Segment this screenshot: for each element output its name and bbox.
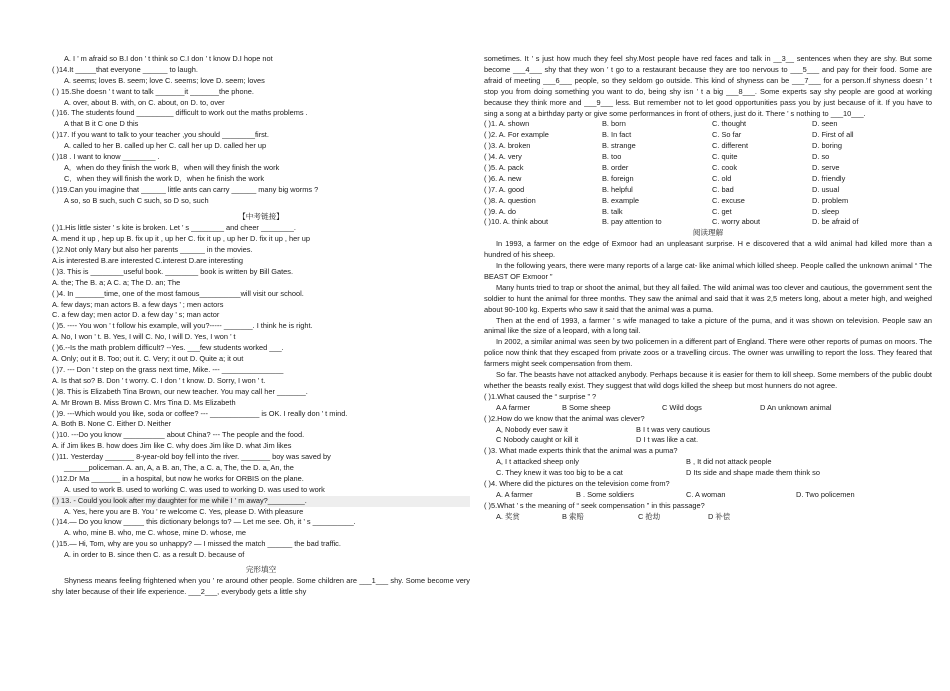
question-line: ( )4. Where did the pictures on the television come from?: [484, 479, 670, 489]
question-line: ( )9. ---Which would you like, soda or coffee? --- ____________ is OK. I really don ’ t mind.: [52, 408, 348, 418]
option-line: A. Mr Brown B. Miss Brown C. Mrs Tina D. Ms Elizabeth: [52, 397, 236, 407]
option-d: D. friendly: [812, 173, 846, 183]
question-line: ( )7. --- Don ’ t step on the grass next time, Mike. --- _______________: [52, 364, 284, 374]
option-line: A. Yes, here you are B. You ’ re welcome C. Yes, please D. With pleasure: [64, 506, 304, 516]
option-d: D 补偿: [708, 511, 731, 521]
option-line: ______policeman. A. an, A, a B. an, The, a C. a, The, the D. a, An, the: [64, 462, 294, 472]
option-line: A.is interested B.are interested C.interest D.are interesting: [52, 256, 244, 266]
option-b: B Some sheep: [562, 402, 611, 412]
option-line: A. over, about B. with, on C. about, on D. to, over: [64, 97, 225, 107]
option-b: B , It did not attack people: [686, 457, 772, 467]
question-line: ( )2.How do we know that the animal was clever?: [484, 413, 645, 423]
option-b: B. strange: [602, 141, 636, 151]
option-line: A. No, I won ’ t. B. Yes, I will C. No, I will D. Yes, I won ’ t: [52, 332, 236, 342]
cloze-option-row: [484, 163, 932, 174]
question-line: ( )11. Yesterday _______ 8-year-old boy fell into the river. _______ boy was saved by: [52, 452, 331, 462]
question-line: ( )18 . I want to know ________ .: [52, 152, 160, 162]
option-b: B. too: [602, 152, 622, 162]
cloze-options: [484, 119, 932, 228]
question-line: ( )5.What ’ s the meaning of “ seek compensation ” in this passage?: [484, 500, 705, 510]
option-d: D An unknown animal: [760, 402, 832, 412]
option-c: C. old: [712, 173, 732, 183]
option-c: C. A woman: [686, 489, 726, 499]
option-c: C. get: [712, 206, 732, 216]
option-a: A. 奖赏: [496, 511, 520, 521]
option-d: D. seen: [812, 119, 838, 129]
option-row: [484, 435, 932, 446]
reading-paragraph: So far. The beasts have not attacked anybody. Perhaps because it is easier for them to kill sheep. Some members of the public doubt whether the beasts really exist. They suggest that wild dogs killed the sheep but most hunners do not agree.: [484, 370, 932, 391]
option-d: D. so: [812, 152, 830, 162]
question-line: ( )14.— Do you know _____ this dictionary belongs to? — Let me see. Oh, it ’ s __________.: [52, 517, 356, 527]
reading-paragraph: In 1993, a farmer on the edge of Exmoor had an unpleasant surprise. H e discovered that a wild animal had killed more than a hundred of his sheep.: [484, 239, 932, 260]
question-line: ( )4. In _______time, one of the most famous__________will visit our school.: [52, 288, 304, 298]
option-c: C. different: [712, 141, 749, 151]
option-b: B. pay attention to: [602, 217, 662, 227]
option-row: [484, 403, 932, 414]
option-line: A. in order to B. since then C. as a result D. because of: [64, 550, 245, 560]
question-line: ( )1.What caused the “ surprise ” ?: [484, 391, 597, 401]
option-row: [484, 457, 932, 468]
question-line: ( ) 13. - Could you look after my daughter for me while I ’ m away?_________.: [52, 496, 470, 507]
section-heading-reading: 阅读理解: [692, 228, 724, 238]
option-line: A. used to work B. used to working C. was used to working D. was used to work: [64, 484, 325, 494]
question-line: ( )14.It _____that everyone ______ to laugh.: [52, 64, 198, 74]
option-c: C. excuse: [712, 195, 745, 205]
option-d: D. serve: [812, 163, 840, 172]
option-line: A that B it C one D this: [64, 119, 139, 129]
option-d: D Its side and shape made them think so: [686, 468, 820, 478]
section-heading-exam-link: 【中考链接】: [238, 212, 284, 222]
option-c: C. They knew it was too big to be a cat: [496, 468, 623, 478]
option-a: ( )10. A. think about: [484, 217, 549, 227]
option-c: C. cook: [712, 163, 738, 172]
option-c: C Wild dogs: [662, 402, 702, 412]
option-d: D. Two policemen: [796, 489, 855, 499]
option-line: A. Both B. None C. Either D. Neither: [52, 419, 172, 429]
cloze-option-row: [484, 207, 932, 218]
option-c: C. worry about: [712, 217, 761, 227]
question-line: ( )19.Can you imagine that ______ little ants can carry ______ many big worms ?: [52, 184, 319, 194]
option-b: B. example: [602, 195, 639, 205]
question-line: ( ) 15.She doesn ’ t want to talk _______it _______the phone.: [52, 86, 254, 96]
option-a: ( )1. A. shown: [484, 119, 530, 129]
option-line: A. Is that so? B. Don ’ t worry. C. I don ’ t know. D. Sorry, I won ’ t.: [52, 375, 266, 385]
option-c: C Nobody caught or kill it: [496, 435, 579, 445]
cloze-option-row: [484, 196, 932, 207]
question-line: ( )16. The students found _________ difficult to work out the maths problems .: [52, 108, 308, 118]
option-a: ( )5. A. pack: [484, 163, 524, 172]
cloze-option-row: [484, 152, 932, 163]
question-line: ( )3. What made experts think that the animal was a puma?: [484, 446, 678, 456]
question-line: ( )6.--Is the math problem difficult? --Yes. ___few students worked ___.: [52, 343, 284, 353]
option-row: [484, 512, 932, 523]
question-line: ( )15.— Hi, Tom, why are you so unhappy? — I missed the match ______ the bad traffic.: [52, 539, 341, 549]
option-a: ( )6. A. new: [484, 173, 522, 183]
option-b: B. helpful: [602, 184, 633, 194]
reading-paragraph: In the following years, there were many reports of a large cat- like animal which killed sheep. People called the unknown animal “ The BEAST OF Exmoor ”: [484, 261, 932, 281]
option-c: C. thought: [712, 119, 747, 129]
question-line: ( )5. ---- You won ’ t follow his example, will you?----- _______. I think he is right.: [52, 321, 313, 331]
exam-page: [52, 54, 932, 684]
option-a: ( )3. A. broken: [484, 141, 531, 151]
option-line: A. called to her B. called up her C. call her up D. called her up: [64, 141, 267, 151]
option-a: A. A farmer: [496, 489, 533, 499]
option-line: A. mend it up , hep up B. fix up it , up her C. fix it up , up her D. fix it up , her up: [52, 234, 310, 244]
option-c: C 抢劫: [638, 511, 661, 521]
left-column: [52, 54, 470, 598]
option-a: ( )2. A. For example: [484, 130, 549, 140]
question-line: ( )1.His little sister ’ s kite is broken. Let ’ s ________ and cheer ________.: [52, 223, 296, 233]
right-column: [484, 54, 932, 523]
option-row: [484, 425, 932, 436]
cloze-option-row: [484, 217, 932, 228]
reading-paragraph: In 2002, a similar animal was seen by two policemen in a different part of England. There were other reports of pumas on moors. The police now think that they escaped from private zoos or a travelling circus. The owner was unwilling to report the loss. They feared that farmers might seek compensation from them.: [484, 337, 932, 369]
question-line: ( )3. This is ________useful book. ________ book is written by Bill Gates.: [52, 266, 294, 276]
option-line: A. who, mine B. who, me C. whose, mine D. whose, me: [64, 528, 246, 538]
option-b: B . Some soldiers: [576, 489, 634, 499]
option-line: C．when they will finish the work D．when he finish the work: [64, 173, 265, 183]
option-d: D. boring: [812, 141, 842, 151]
cloze-option-row: [484, 185, 932, 196]
option-a: ( )4. A. very: [484, 152, 522, 162]
cloze-option-row: [484, 119, 932, 130]
option-row: [484, 468, 932, 479]
option-a: ( )8. A. question: [484, 195, 536, 205]
option-line: A so, so B such, such C such, so D so, such: [64, 195, 209, 205]
option-b: B. born: [602, 119, 626, 129]
reading-questions: [484, 392, 932, 523]
option-a: ( )9. A. do: [484, 206, 517, 216]
cloze-option-row: [484, 174, 932, 185]
option-line: A. I ’ m afraid so B.I don ’ t think so C.I don ’ t know D.I hope not: [64, 54, 273, 63]
option-line: A. few days; man actors B. a few days ’ ; men actors: [52, 299, 224, 309]
option-b: B. talk: [602, 206, 623, 216]
question-line: ( )17. If you want to talk to your teacher ,you should ________first.: [52, 130, 269, 140]
option-d: D. problem: [812, 195, 849, 205]
reading-paragraph: Many hunts tried to trap or shoot the animal, but they all failed. The wild animal was too clever and cautious, the government sent the soldier to hunt the animal for three months. They saw the animal and said that it was 2,5 meters long, about a meter high, and weighed about 90-100 kg. Experts who saw it said that the animal was a puma.: [484, 282, 932, 314]
cloze-paragraph-continued: sometimes. It ’ s just how much they feel shy.Most people have red faces and talk in __3__ sentences when they are shy. But some become ___4___ shy that they won ’ t go to a restaurant because they are too nervous to ___5___ and pay for their food. Some are afraid of meeting ___6___ people, so they seldom go outside. This kind of shyness can be ___7___ for a person.If shyness doesn ’ t stop you from doing something you want to do, being shy isn ’ t a big ___8___. Some experts say shy people are good at working because they think more and ___9___ less. But remember not to let good opportunities pass you by just because of it. If you have to sing a song at a birthday party or give some performances in front of others, just do it. There ’ s nothing to ___10___.: [484, 54, 932, 118]
option-b: B 索赔: [562, 511, 584, 521]
option-b: B. order: [602, 163, 629, 172]
option-line: A. seems; loves B. seem; love C. seems; love D. seem; loves: [64, 75, 265, 85]
cloze-option-row: [484, 141, 932, 152]
option-line: A. the; The B. a; A C. a; The D. an; The: [52, 277, 181, 287]
option-d: D. sleep: [812, 206, 840, 216]
option-b: B I t was very cautious: [636, 424, 710, 434]
option-line: C. a few day; men actor D. a few day ’ s; man actor: [52, 310, 220, 320]
option-d: D. usual: [812, 184, 840, 194]
option-b: B. foreign: [602, 173, 634, 183]
option-d: D I t was like a cat.: [636, 435, 699, 445]
question-line: ( )2.Not only Mary but also her parents ______ in the movies.: [52, 245, 253, 255]
reading-paragraph: Then at the end of 1993, a farmer ’ s wife managed to take a picture of the puma, and it was shown on television. People saw an animal like the size of a leopard, with a long tail.: [484, 315, 932, 336]
question-line: ( )8. This is Elizabeth Tina Brown, our new teacher. You may call her _______.: [52, 386, 308, 396]
option-b: B. In fact: [602, 130, 632, 140]
option-a: A A farmer: [496, 402, 531, 412]
option-c: C. quite: [712, 152, 738, 162]
option-a: ( )7. A. good: [484, 184, 525, 194]
option-d: D. First of all: [812, 130, 854, 140]
section-heading-cloze: 完形填空: [245, 564, 277, 574]
question-line: ( )10. ---Do you know __________ about China? --- The people and the food.: [52, 430, 305, 440]
option-d: D. be afraid of: [812, 217, 859, 227]
option-line: A. Only; out it B. Too; out it. C. Very; it out D. Quite a; it out: [52, 354, 244, 364]
option-row: [484, 490, 932, 501]
option-c: C. bad: [712, 184, 734, 194]
option-line: A. if Jim likes B. how does Jim like C. why does Jim like D. what Jim likes: [52, 441, 292, 451]
option-line: A．when do they finish the work B．when will they finish the work: [64, 162, 280, 172]
option-c: C. So far: [712, 130, 742, 140]
option-a: A, Nobody ever saw it: [496, 424, 568, 434]
option-a: A, I t attacked sheep only: [496, 457, 579, 467]
cloze-paragraph-start: Shyness means feeling frightened when you ’ re around other people. Some children are ___1___ shy. Some become very shy later because of their life experience. ___2___, everybody gets a little shy: [52, 575, 470, 596]
cloze-option-row: [484, 130, 932, 141]
question-line: ( )12.Dr Ma _______ in a hospital, but now he works for ORBIS on the plane.: [52, 473, 304, 483]
